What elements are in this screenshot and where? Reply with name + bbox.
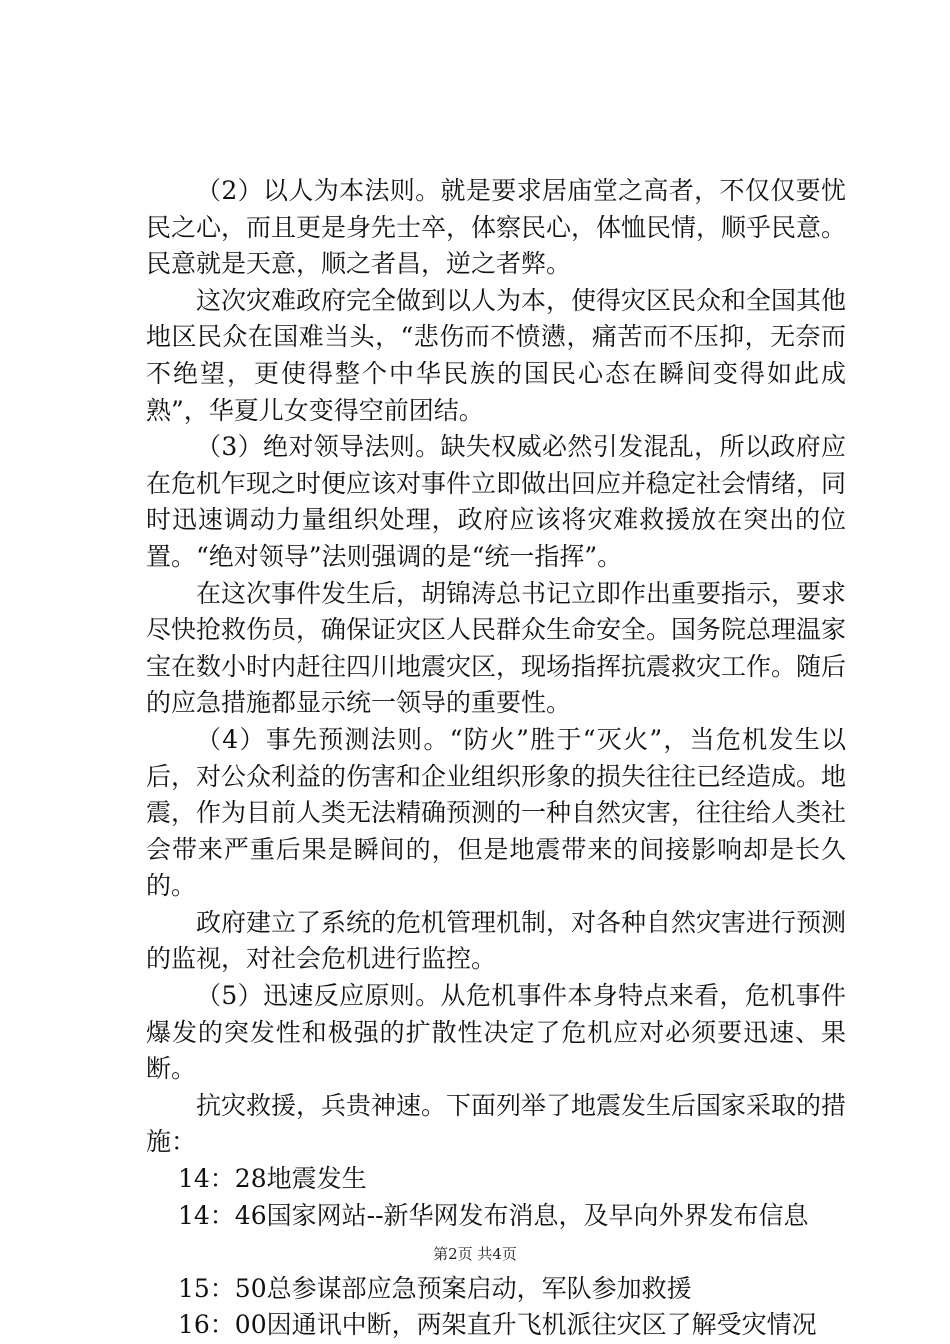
paragraph-rapid-response-principle: （5）迅速反应原则。从危机事件本身特点来看，危机事件爆发的突发性和极强的扩散性决定了危机应对必须要迅速、果断。 (146, 981, 846, 1084)
paragraph-absolute-leadership-example: 在这次事件发生后，胡锦涛总书记立即作出重要指示，要求尽快抢救伤员，确保证灾区人民群众生命安全。国务院总理温家宝在数小时内赶往四川地震灾区，现场指挥抗震救灾工作。随后的应急措施都显示统一领导的重要性。 (146, 578, 847, 718)
paragraph-absolute-leadership-principle: （3）绝对领导法则。缺失权威必然引发混乱，所以政府应在危机乍现之时便应该对事件立即做出回应并稳定社会情绪，同时迅速调动力量组织处理，政府应该将灾难救援放在突出的位置。“绝对领导”法则强调的是“统一指挥”。 (146, 432, 847, 571)
timeline-item: 15：50总参谋部应急预案启动，军队参加救援 (178, 1273, 692, 1303)
paragraph-advance-prediction-example: 政府建立了系统的危机管理机制，对各种自然灾害进行预测的监视，对社会危机进行监控。 (146, 907, 847, 974)
document-body (146, 173, 846, 1344)
paragraph-advance-prediction-principle: （4）事先预测法则。“防火”胜于“灭火”，当危机发生以后，对公众利益的伤害和企业组织形象的损失往往已经造成。地震，作为目前人类无法精确预测的一种自然灾害，往往给人类社会带来严重后果是瞬间的，但是地震带来的间接影响却是长久的。 (146, 724, 847, 901)
paragraph-rapid-response-intro: 抗灾救援，兵贵神速。下面列举了地震发生后国家采取的措施： (146, 1090, 847, 1157)
page-number-label: 第2页 共4页 (433, 1245, 517, 1263)
paragraph-people-oriented-example: 这次灾难政府完全做到以人为本，使得灾区民众和全国其他地区民众在国难当头，“悲伤而不愤懑，痛苦而不压抑，无奈而不绝望，更使得整个中华民族的国民心态在瞬间变得如此成熟”，华夏儿女变得空前团结。 (146, 285, 847, 425)
timeline-item: 16：00因通讯中断，两架直升飞机派往灾区了解受灾情况 (178, 1310, 817, 1340)
timeline-item: 14：28地震发生 (178, 1164, 367, 1194)
timeline-item: 14：46国家网站--新华网发布消息，及早向外界发布信息 (178, 1200, 809, 1230)
paragraph-people-oriented-principle: （2）以人为本法则。就是要求居庙堂之高者，不仅仅要忧民之心，而且更是身先士卒，体察民心，体恤民情，顺乎民意。民意就是天意，顺之者昌，逆之者弊。 (146, 176, 847, 279)
page-footer (0, 1244, 950, 1264)
